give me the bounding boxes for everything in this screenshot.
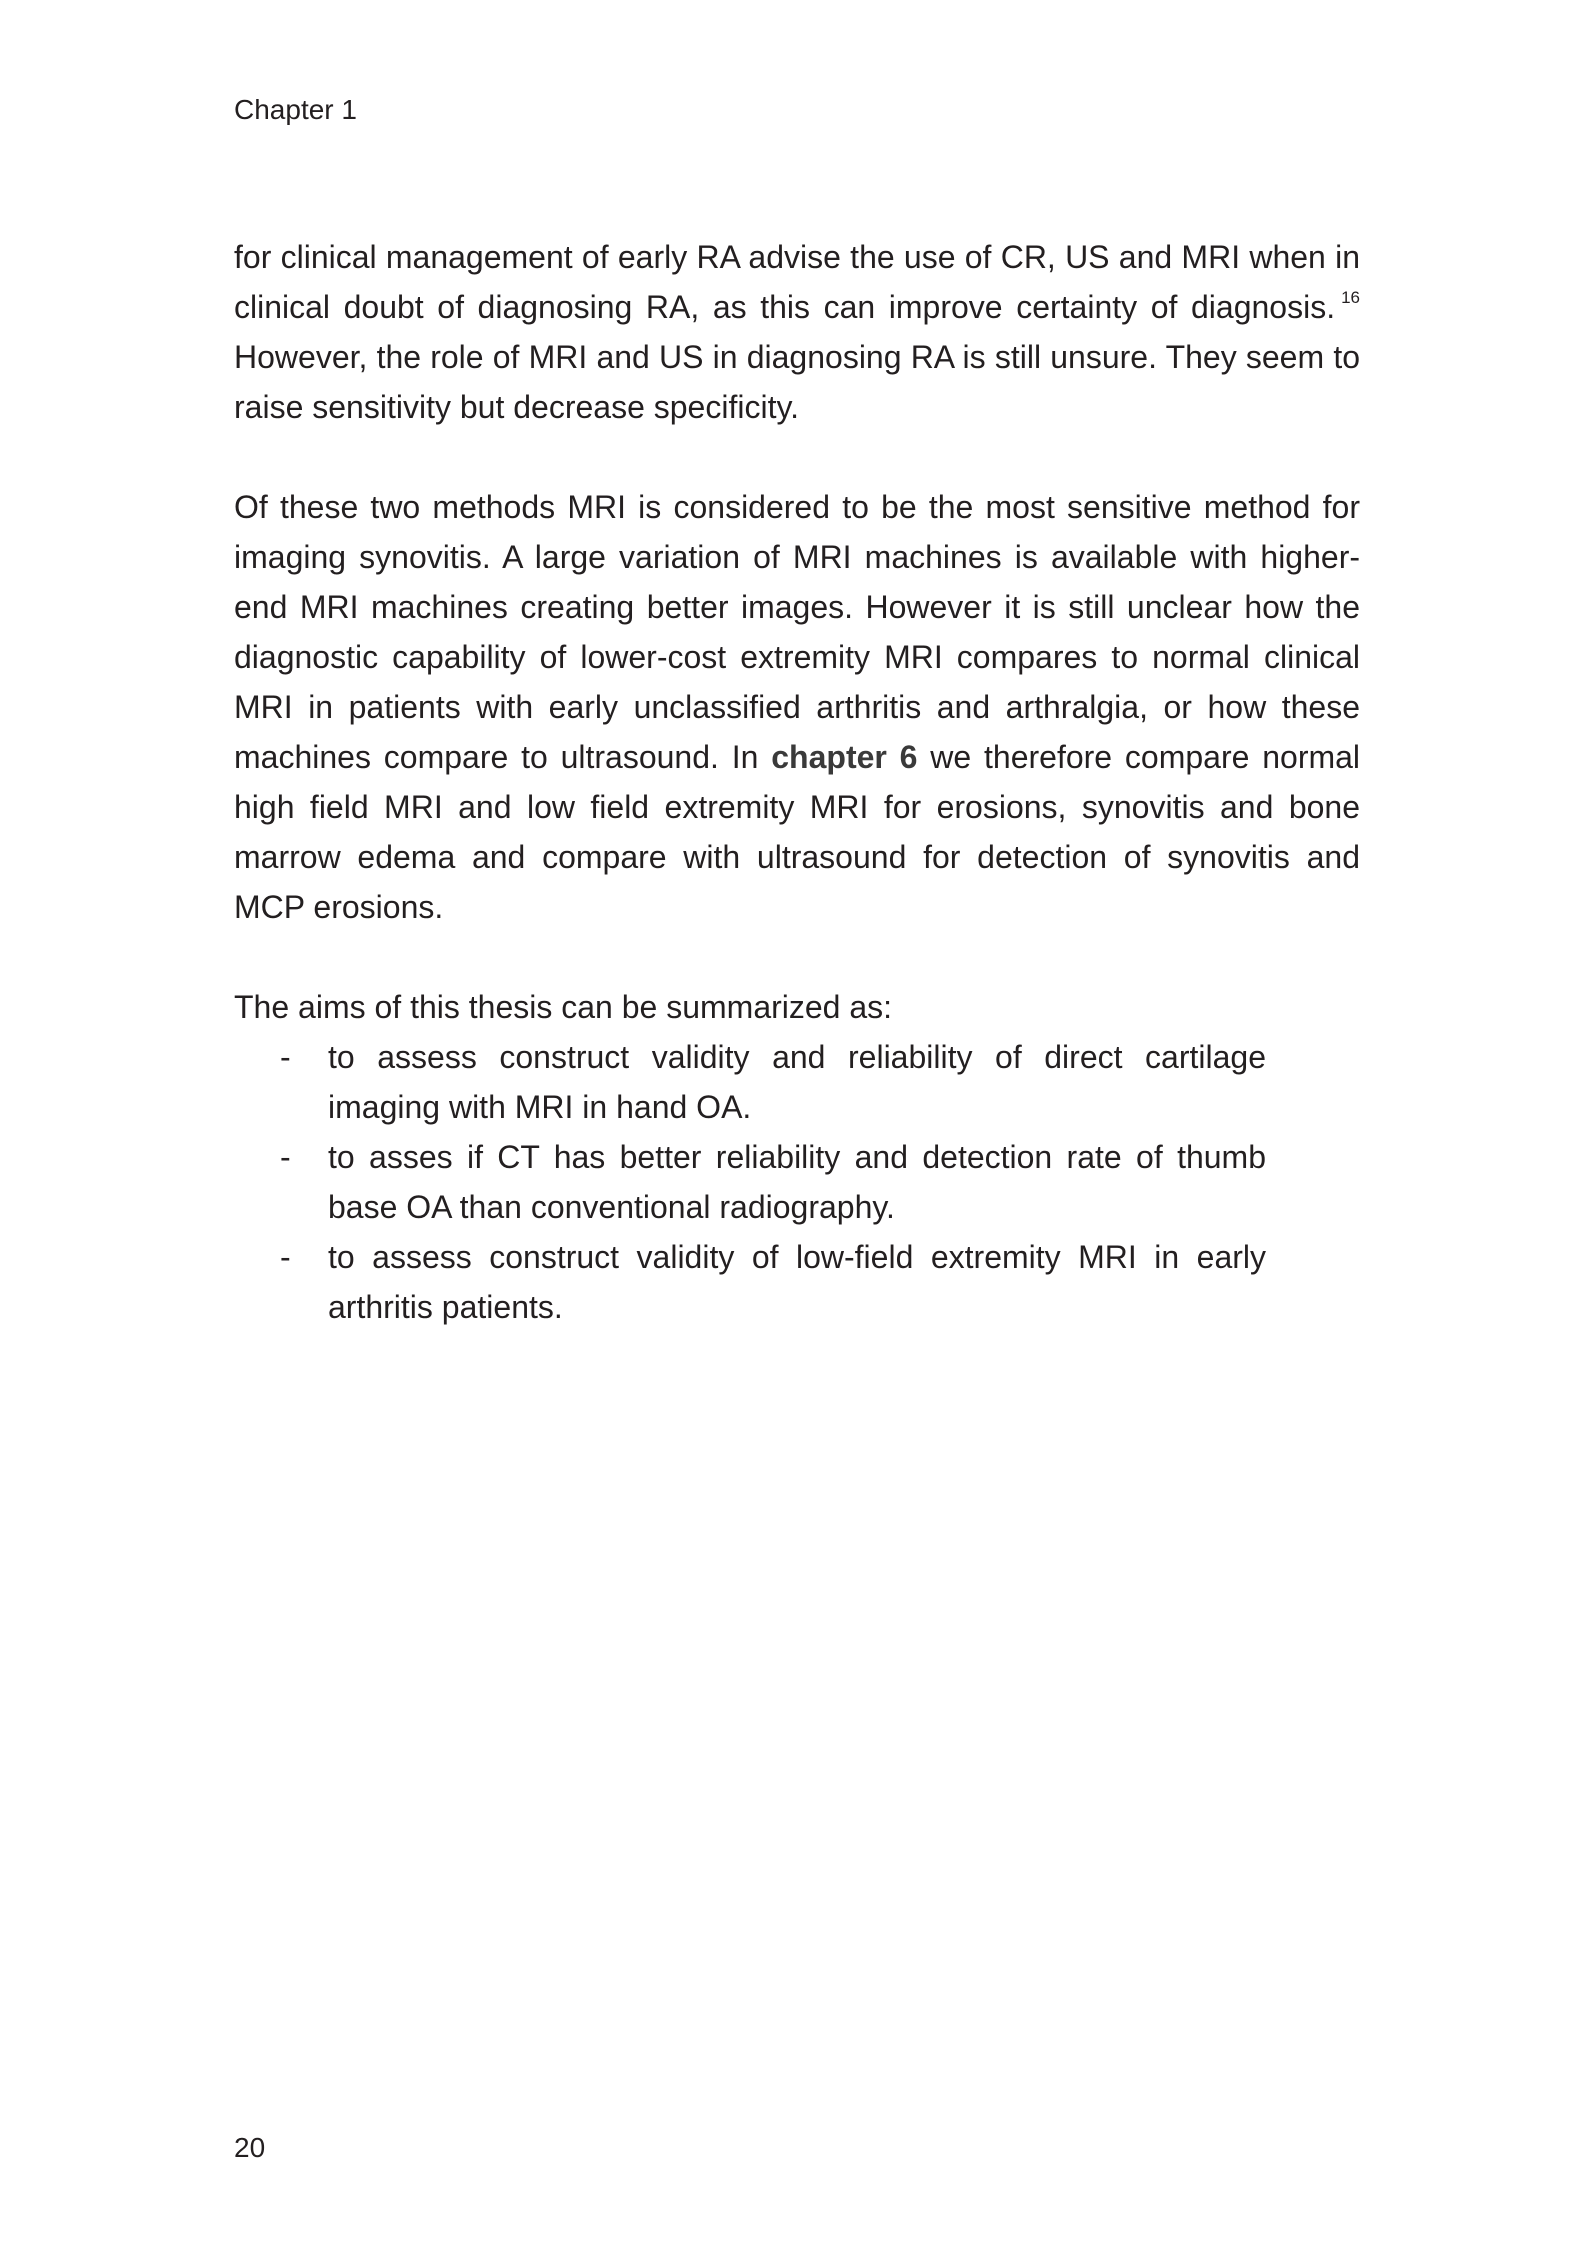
list-dash: - [280, 1139, 291, 1175]
page-number: 20 [234, 2132, 266, 2163]
list-dash: - [280, 1239, 291, 1275]
list-item [234, 1132, 1266, 1232]
paragraph-imaging-guidelines [234, 232, 1360, 432]
reference-superscript: 16 [1341, 288, 1360, 307]
list-item [234, 1232, 1266, 1332]
aim-text: to assess construct validity and reliability of direct cartilage imaging with MRI in hand OA. [328, 1039, 1266, 1125]
paragraph-1-continuation: However, the role of MRI and US in diagnosing RA is still unsure. They seem to raise sensitivity but decrease specificity. [234, 339, 1360, 425]
list-item [234, 1032, 1266, 1132]
aims-list [234, 1032, 1266, 1332]
aim-text: to assess construct validity of low-field extremity MRI in early arthritis patients. [328, 1239, 1266, 1325]
paragraph-1-text: for clinical management of early RA advise the use of CR, US and MRI when in clinical doubt of diagnosing RA, as this can improve certainty of diagnosis. [234, 239, 1360, 325]
paragraph-2-text: Of these two methods MRI is considered to be the most sensitive method for imaging synovitis. A large variation of MRI machines is available with higher-end MRI machines creating better images. However it is still unclear how the diagnostic capability of lower-cost extremity MRI compares to normal clinical MRI in patients with early unclassified arthritis and arthralgia, or how these machines compare to ultrasound. In [234, 489, 1360, 775]
chapter-reference: chapter 6 [771, 739, 918, 775]
paragraph-2-continuation: we therefore compare normal high field MRI and low field extremity MRI for erosions, synovitis and bone marrow edema and compare with ultrasound for detection of synovitis and MCP erosions. [234, 739, 1361, 925]
list-dash: - [280, 1039, 291, 1075]
aims-intro: The aims of this thesis can be summarized as: [234, 989, 893, 1025]
body-text [234, 232, 1360, 1332]
paragraph-mri-comparison [234, 482, 1360, 932]
running-head: Chapter 1 [234, 94, 357, 125]
aim-text: to asses if CT has better reliability and detection rate of thumb base OA than conventional radiography. [328, 1139, 1266, 1225]
